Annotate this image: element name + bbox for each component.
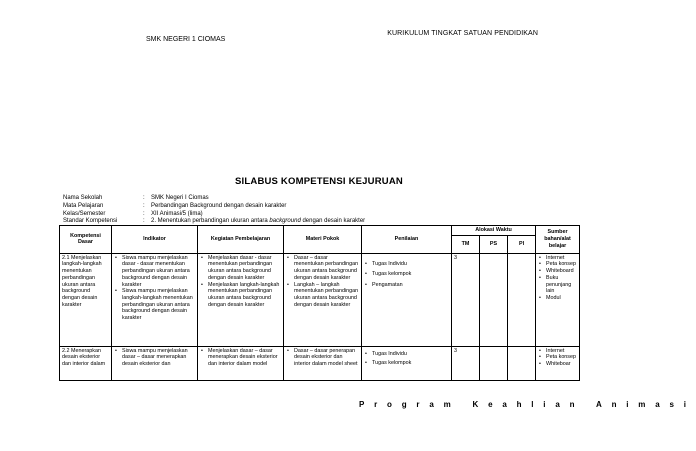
list-item: • Tugas kelompok <box>372 271 449 278</box>
sk-prefix: 2. Menentukan perbandingan ukuran antara <box>151 218 270 225</box>
cell-materi <box>284 346 362 380</box>
list-item: • Menjelaskan dasar - dasar menentukan perbandingan ukuran antara background dengan desain karakter <box>208 255 281 282</box>
cell-pi <box>508 253 536 346</box>
cell-kompetensi: 2.1 Menjelaskan langkah-langkah menentukan perbandingan ukuran antara background dengan desain karakter <box>60 253 112 346</box>
list-item: • Tugas Individu <box>372 261 449 268</box>
list-item: • Whiteboar <box>546 361 577 368</box>
col-header-kegiatan: Kegiatan Pembelajaran <box>198 226 284 254</box>
info-sep: : <box>143 195 145 201</box>
list-item: • Tugas Individu <box>372 351 449 358</box>
list-item: • Tugas kelompok <box>372 360 449 367</box>
header-row-1 <box>60 226 580 236</box>
list-item: • Pengamatan <box>372 282 449 289</box>
list-item: • Dasar – dasar penerapan desain eksterior dan interior dalam model sheet <box>294 348 359 368</box>
list-item: • Buku penunjang lain <box>546 275 577 295</box>
cell-tm: 3 <box>452 253 480 346</box>
info-key: Standar Kompetensi <box>63 218 118 225</box>
table-row <box>60 346 580 380</box>
list-item: • Peta konsep <box>546 354 577 361</box>
list-item: • Modul <box>546 295 577 302</box>
info-row-kelas-semester <box>63 211 365 219</box>
col-header-materi: Materi Pokok <box>284 226 362 254</box>
info-key: Mata Pelajaran <box>63 202 104 209</box>
cell-indikator <box>112 253 198 346</box>
info-key: Kelas/Semester <box>63 210 106 217</box>
school-header: SMK NEGERI 1 CIOMAS <box>146 36 226 43</box>
info-row-nama-sekolah <box>63 195 365 203</box>
footer-program: Program Keahlian Animasi <box>359 400 696 409</box>
list-item: • Siswa mampu menjelaskan dasar – dasar menerapkan desain eksterior dan <box>122 348 195 368</box>
info-sep: : <box>143 202 145 209</box>
cell-kegiatan <box>198 253 284 346</box>
cell-indikator <box>112 346 198 380</box>
cell-ps <box>480 346 508 380</box>
list-item: • Whiteboard <box>546 268 577 275</box>
list-item: • Peta konsep <box>546 261 577 268</box>
list-item: • Menjelaskan dasar – dasar menerapkan desain eksterior dan interior dalam model <box>208 348 281 368</box>
cell-kegiatan <box>198 346 284 380</box>
table-row <box>60 253 580 346</box>
page-title: SILABUS KOMPETENSI KEJURUAN <box>235 176 403 187</box>
list-item: • Internet <box>546 348 577 355</box>
col-header-sumber: Sumber bahan/alat belajar <box>536 226 580 254</box>
list-item: • Internet <box>546 255 577 262</box>
cell-penilaian <box>362 346 452 380</box>
info-value: Perbandingan Background dengan desain karakter <box>151 202 287 209</box>
info-row-mata-pelajaran <box>63 203 365 211</box>
info-block <box>63 195 365 226</box>
info-value: XII Animasi/5 (lima) <box>151 210 203 217</box>
cell-kompetensi: 2.2 Menerapkan desain eksterior dan interior dalam <box>60 346 112 380</box>
info-value: SMK Negeri I Ciomas <box>151 195 209 201</box>
col-header-penilaian: Penilaian <box>362 226 452 254</box>
list-item: • Siswa mampu menjelaskan langkah-langkah menentukan perbandingan ukuran antara background dengan desain karakter <box>122 288 195 322</box>
info-key: Nama Sekolah <box>63 195 103 201</box>
cell-penilaian <box>362 253 452 346</box>
cell-tm: 3 <box>452 346 480 380</box>
list-item: • Menjelaskan langkah-langkah menentukan perbandingan ukuran antara background dengan desain karakter <box>208 282 281 309</box>
cell-pi <box>508 346 536 380</box>
col-header-tm: TM <box>452 235 480 253</box>
curriculum-header: KURIKULUM TINGKAT SATUAN PENDIDIKAN <box>387 30 538 37</box>
col-header-ps: PS <box>480 235 508 253</box>
list-item: • Dasar – dasar menentukan perbandingan ukuran antara background dengan desain karakter <box>294 255 359 282</box>
cell-sumber <box>536 253 580 346</box>
cell-materi <box>284 253 362 346</box>
info-sep: : <box>143 210 145 217</box>
syllabus-table <box>59 225 580 381</box>
col-header-kompetensi: Kompetensi Dasar <box>60 226 112 254</box>
info-sep: : <box>143 218 145 225</box>
col-header-alokasi: Alokasi Waktu <box>452 226 536 236</box>
cell-ps <box>480 253 508 346</box>
cell-sumber <box>536 346 580 380</box>
list-item: • Langkah – langkah menentukan perbandingan ukuran antara background dengan desain karakter <box>294 282 359 309</box>
list-item: • Siswa mampu menjelaskan dasar - dasar menentukan perbandingan ukuran antara background dengan desain karakter <box>122 255 195 289</box>
col-header-indikator: Indikator <box>112 226 198 254</box>
sk-suffix: dengan desain karakter <box>300 218 366 225</box>
sk-italic: background <box>269 218 301 225</box>
col-header-pi: PI <box>508 235 536 253</box>
